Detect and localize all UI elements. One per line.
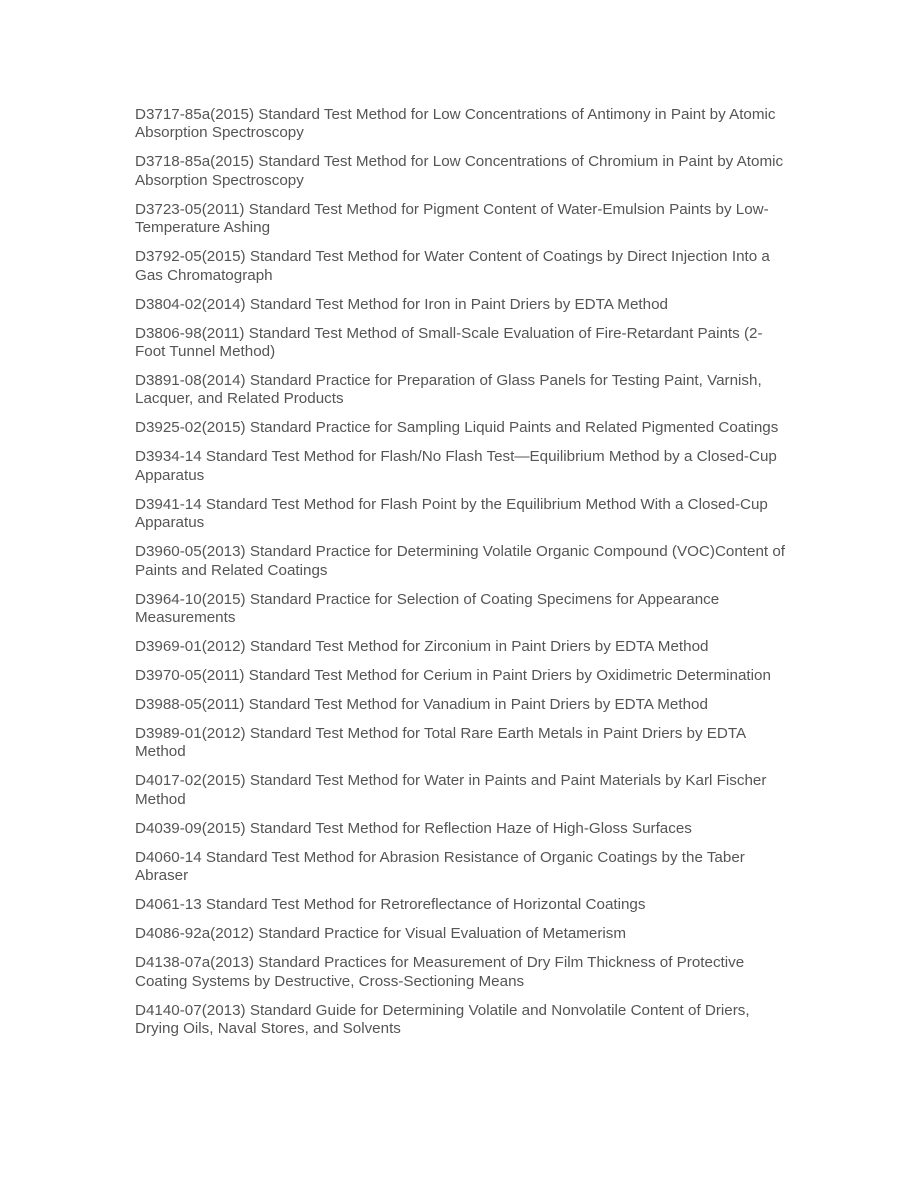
standard-entry: D3941-14 Standard Test Method for Flash Point by the Equilibrium Method With a Closed-Cup Apparatus: [135, 495, 768, 532]
standard-entry: D4017-02(2015) Standard Test Method for Water in Paints and Paint Materials by Karl Fischer Method: [135, 772, 767, 808]
standard-entry: D3934-14 Standard Test Method for Flash/No Flash Test—Equilibrium Method by a Closed-Cup Apparatus: [135, 448, 777, 484]
standard-entry: D3925-02(2015) Standard Practice for Sampling Liquid Paints and Related Pigmented Coatings: [135, 419, 779, 437]
standard-entry: D4039-09(2015) Standard Test Method for Reflection Haze of High-Gloss Surfaces: [135, 819, 692, 837]
standard-entry: D3717-85a(2015) Standard Test Method for Low Concentrations of Antimony in Paint by Atomic Absorption Spectroscopy: [135, 106, 776, 142]
standard-entry: D4060-14 Standard Test Method for Abrasion Resistance of Organic Coatings by the Taber Abraser: [135, 848, 745, 885]
standard-entry: D3960-05(2013) Standard Practice for Determining Volatile Organic Compound (VOC)Content of Paints and Related Coatings: [135, 543, 786, 579]
standard-entry: D3804-02(2014) Standard Test Method for Iron in Paint Driers by EDTA Method: [135, 295, 668, 313]
standard-entry: D3988-05(2011) Standard Test Method for Vanadium in Paint Driers by EDTA Method: [135, 696, 708, 714]
standard-entry: D4086-92a(2012) Standard Practice for Visual Evaluation of Metamerism: [135, 925, 627, 943]
standard-entry: D3723-05(2011) Standard Test Method for Pigment Content of Water-Emulsion Paints by Low-Temperature Ashing: [135, 200, 769, 237]
document-page: [135, 106, 787, 1049]
standard-entry: D3989-01(2012) Standard Test Method for Total Rare Earth Metals in Paint Driers by EDTA Method: [135, 725, 746, 761]
standard-entry: D4138-07a(2013) Standard Practices for Measurement of Dry Film Thickness of Protective Coating Systems by Destructive, Cross-Sectioning Means: [135, 954, 745, 990]
standard-entry: D3969-01(2012) Standard Test Method for Zirconium in Paint Driers by EDTA Method: [135, 638, 709, 656]
standard-entry: D3718-85a(2015) Standard Test Method for Low Concentrations of Chromium in Paint by Atomic Absorption Spectroscopy: [135, 153, 784, 189]
standard-entry: D3792-05(2015) Standard Test Method for Water Content of Coatings by Direct Injection Into a Gas Chromatograph: [135, 248, 770, 284]
standard-entry: D3964-10(2015) Standard Practice for Selection of Coating Specimens for Appearance Measurements: [135, 590, 720, 627]
standard-entry: D3970-05(2011) Standard Test Method for Cerium in Paint Driers by Oxidimetric Determination: [135, 667, 771, 685]
standard-entry: D3806-98(2011) Standard Test Method of Small-Scale Evaluation of Fire-Retardant Paints (2-Foot Tunnel Method): [135, 324, 763, 361]
standard-entry: D3891-08(2014) Standard Practice for Preparation of Glass Panels for Testing Paint, Varnish, Lacquer, and Related Products: [135, 372, 762, 408]
standard-entry: D4140-07(2013) Standard Guide for Determining Volatile and Nonvolatile Content of Driers, Drying Oils, Naval Stores, and Solvents: [135, 1001, 750, 1038]
standard-entry: D4061-13 Standard Test Method for Retroreflectance of Horizontal Coatings: [135, 896, 646, 914]
